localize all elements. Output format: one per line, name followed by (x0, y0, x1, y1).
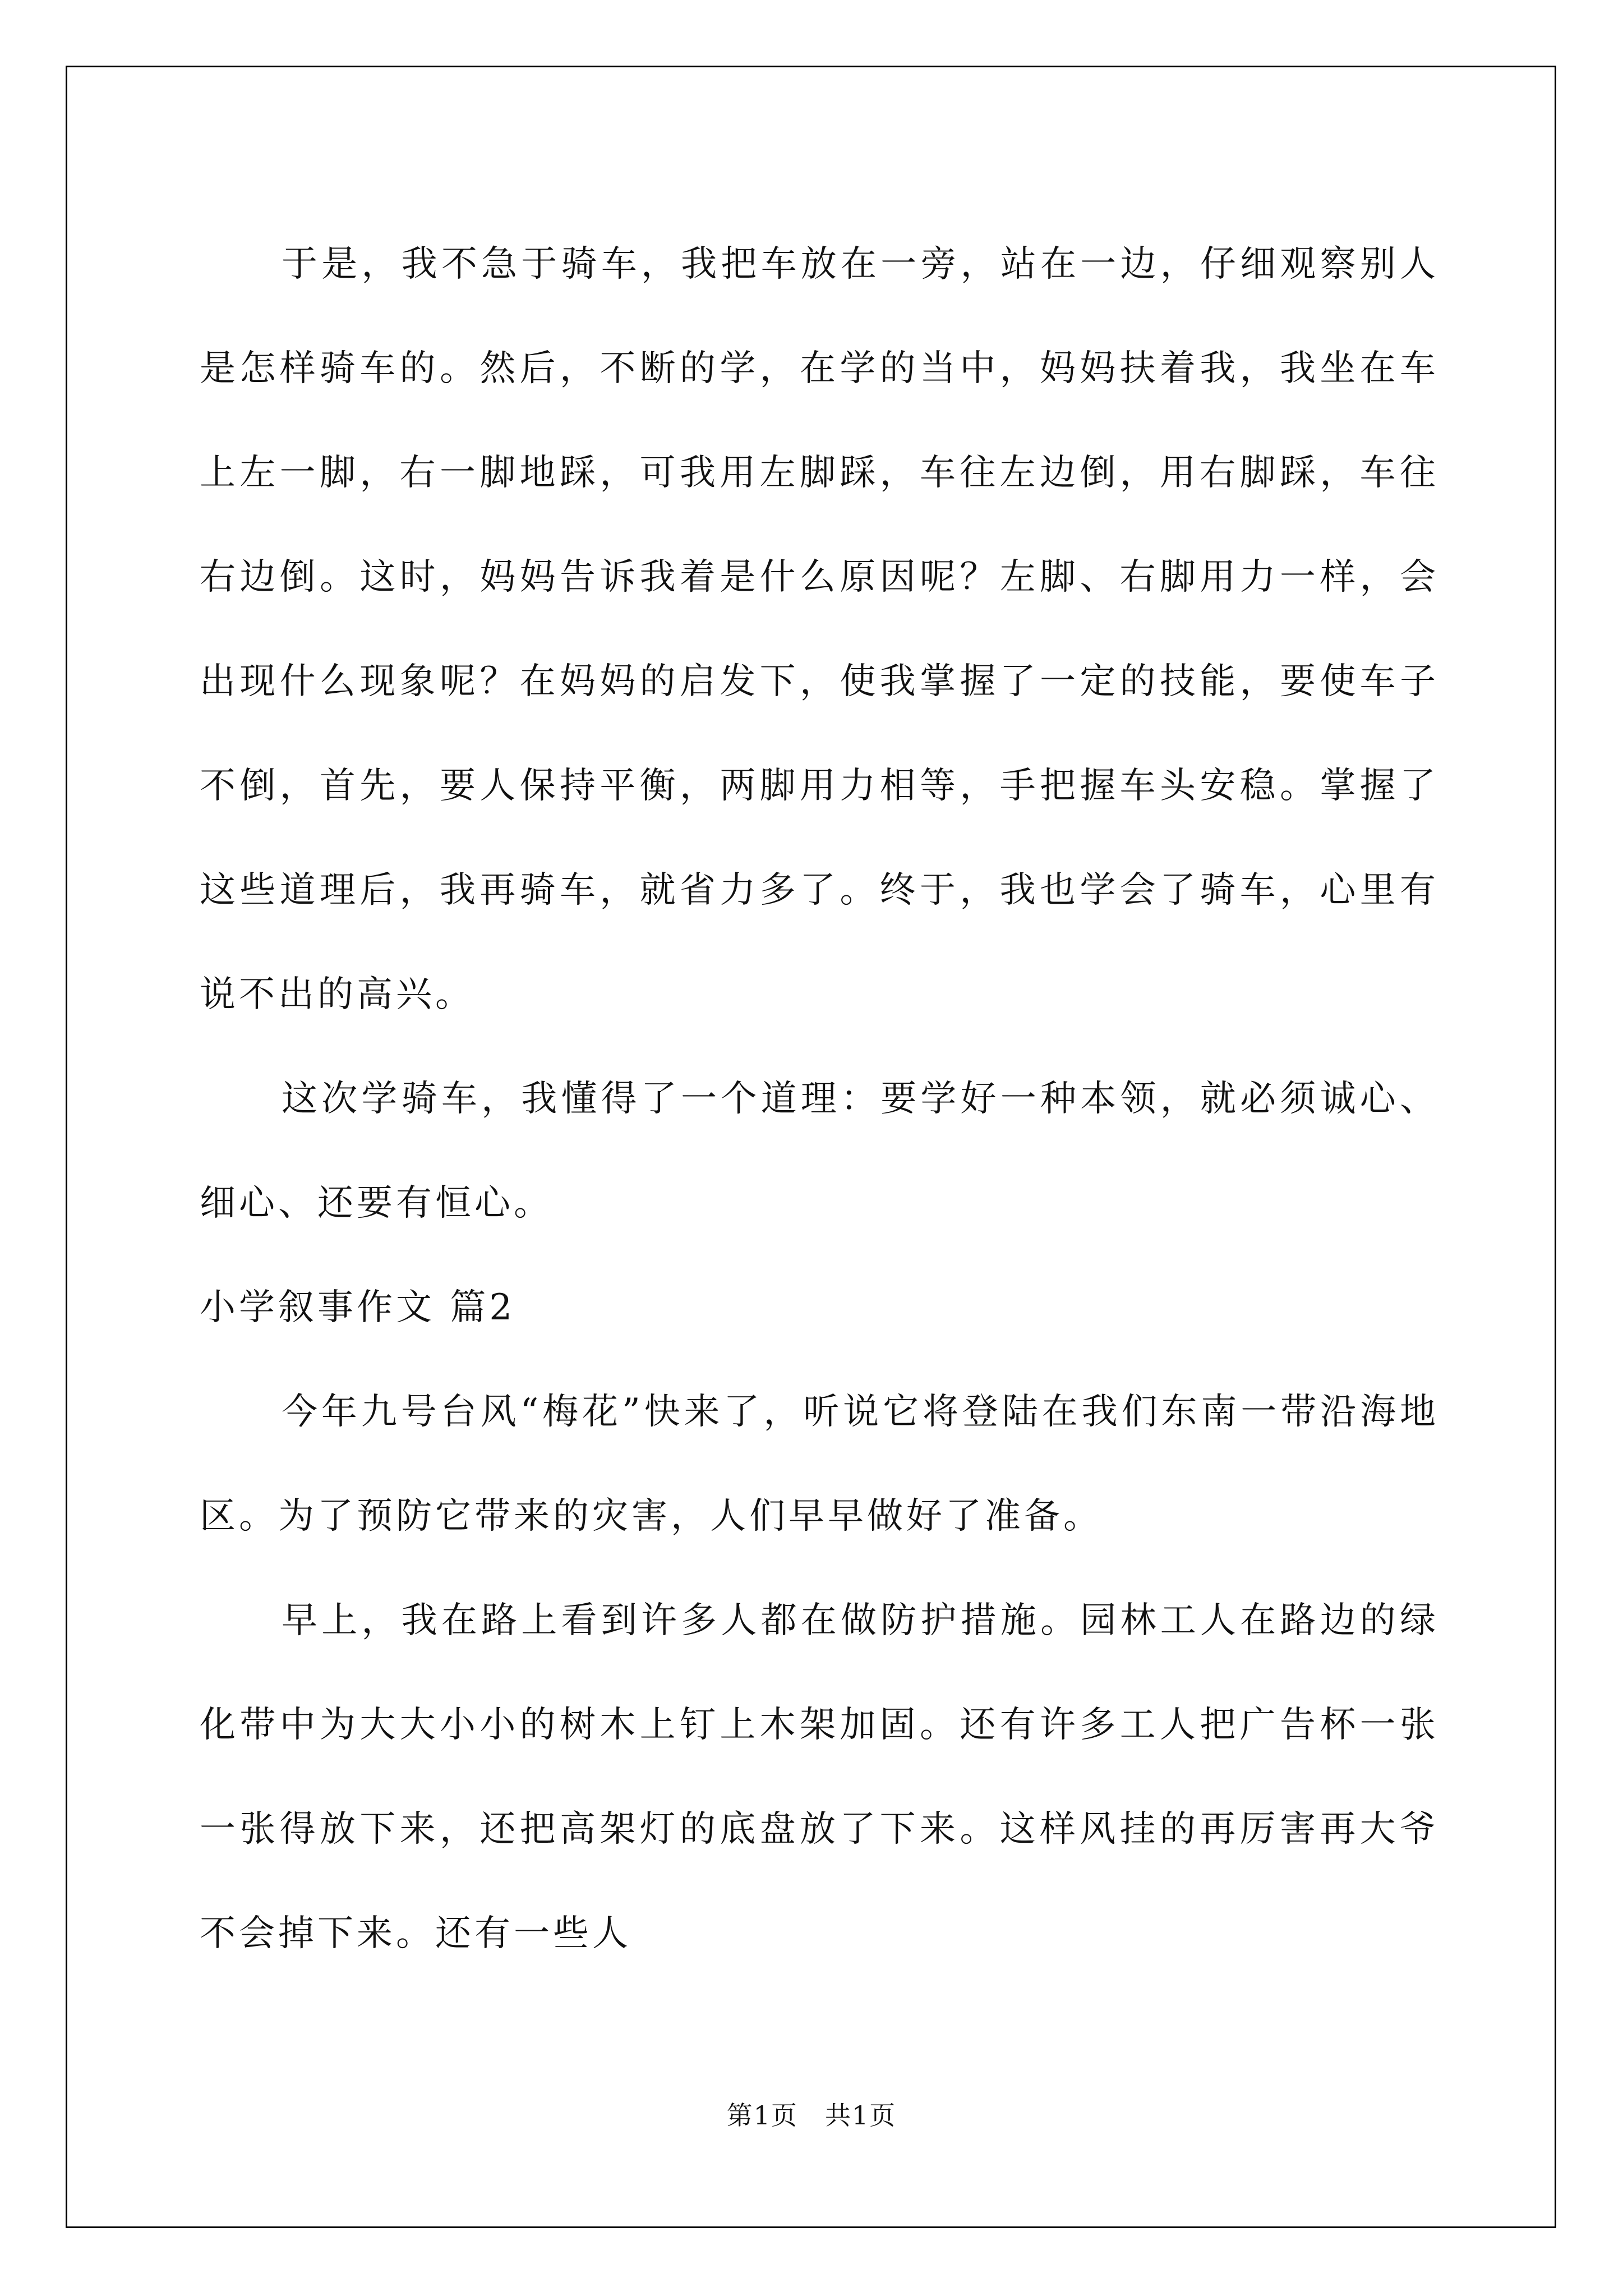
paragraph-lesson: 这次学骑车，我懂得了一个道理：要学好一种本领，就必须诚心、细心、还要有恒心。 (200, 1078, 1439, 1224)
document-body (200, 212, 1439, 1986)
paragraph-typhoon-intro: 今年九号台风“梅花”快来了，听说它将登陆在我们东南一带沿海地区。为了预防它带来的灾害，人们早早做好了准备。 (200, 1391, 1439, 1537)
paragraph-typhoon-preparation: 早上，我在路上看到许多人都在做防护措施。园林工人在路边的绿化带中为大大小小的树木上钉上木架加固。还有许多工人把广告杯一张一张得放下来，还把高架灯的底盘放了下来。这样风挂的再厉害再大爷不会掉下来。还有一些人 (200, 1600, 1439, 1954)
section-heading: 小学叙事作文 篇2 (200, 1287, 516, 1328)
page-number-footer: 第1页 共1页 (726, 2100, 897, 2131)
paragraph-learning-bike: 于是，我不急于骑车，我把车放在一旁，站在一边，仔细观察别人是怎样骑车的。然后，不断的学，在学的当中，妈妈扶着我，我坐在车上左一脚，右一脚地踩，可我用左脚踩，车往左边倒，用右脚踩，车往右边倒。这时，妈妈告诉我着是什么原因呢？左脚、右脚用力一样，会出现什么现象呢？在妈妈的启发下，使我掌握了一定的技能，要使车子不倒，首先，要人保持平衡，两脚用力相等，手把握车头安稳。掌握了这些道理后，我再骑车，就省力多了。终于，我也学会了骑车，心里有说不出的高兴。 (200, 243, 1439, 1015)
